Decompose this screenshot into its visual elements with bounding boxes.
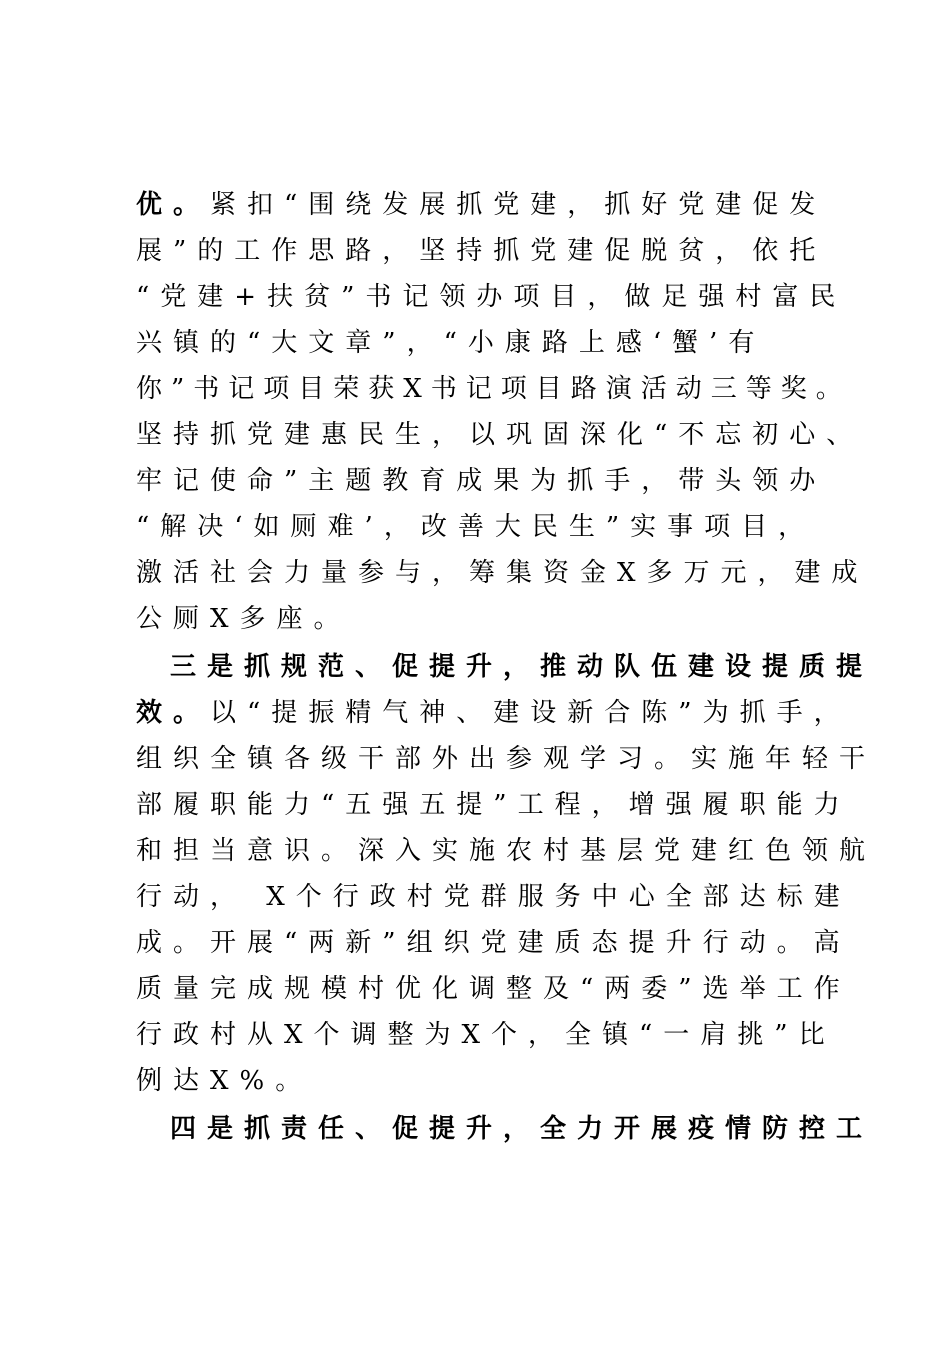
bold-lead: 优。 xyxy=(136,190,211,220)
section-heading xyxy=(170,1112,873,1146)
text-line: 兴镇的“大文章”，“小康路上感‘蟹’有 xyxy=(136,328,766,358)
text-line: 行政村从X个调整为X个，全镇“一肩挑”比 xyxy=(136,1020,836,1050)
text-line: 激活社会力量参与，筹集资金X多万元，建成 xyxy=(136,558,869,588)
text-line: 行动， X个行政村党群服务中心全部达标建 xyxy=(136,882,851,912)
text-line xyxy=(136,188,826,222)
text-line: 公厕X多座。 xyxy=(136,604,351,634)
line-text: 紧扣“围绕发展抓党建，抓好党建促发 xyxy=(210,190,827,220)
text-line: 成。开展“两新”组织党建质态提升行动。高 xyxy=(136,928,851,958)
bold-lead: 三是抓规范、促提升，推动队伍建设提质提 xyxy=(170,652,874,682)
text-line: 例达X%。 xyxy=(136,1066,313,1096)
text-line: 你”书记项目荣获X书记项目路演活动三等奖。 xyxy=(136,374,851,404)
text-line: “解决‘如厕难’，改善大民生”实事项目， xyxy=(136,512,816,542)
text-line: 展”的工作思路，坚持抓党建促脱贫，依托 xyxy=(136,236,827,266)
text-line xyxy=(136,696,851,730)
text-line: 和担当意识。深入实施农村基层党建红色领航 xyxy=(136,836,877,866)
text-line: 部履职能力“五强五提”工程，增强履职能力 xyxy=(136,790,851,820)
text-line: 牢记使命”主题教育成果为抓手，带头领办 xyxy=(136,466,827,496)
text-line: 组织全镇各级干部外出参观学习。实施年轻干 xyxy=(136,744,877,774)
bold-lead: 效。 xyxy=(136,698,211,728)
text-line: 坚持抓党建惠民生，以巩固深化“不忘初心、 xyxy=(136,420,864,450)
bold-lead: 四是抓责任、促提升，全力开展疫情防控工 xyxy=(170,1114,874,1144)
text-line: 质量完成规模村优化调整及“两委”选举工作 xyxy=(136,974,851,1004)
section-heading xyxy=(170,650,873,684)
text-line: “党建+扶贫”书记领办项目，做足强村富民 xyxy=(136,282,847,312)
line-text: 以“提振精气神、建设新合陈”为抓手， xyxy=(210,698,851,728)
